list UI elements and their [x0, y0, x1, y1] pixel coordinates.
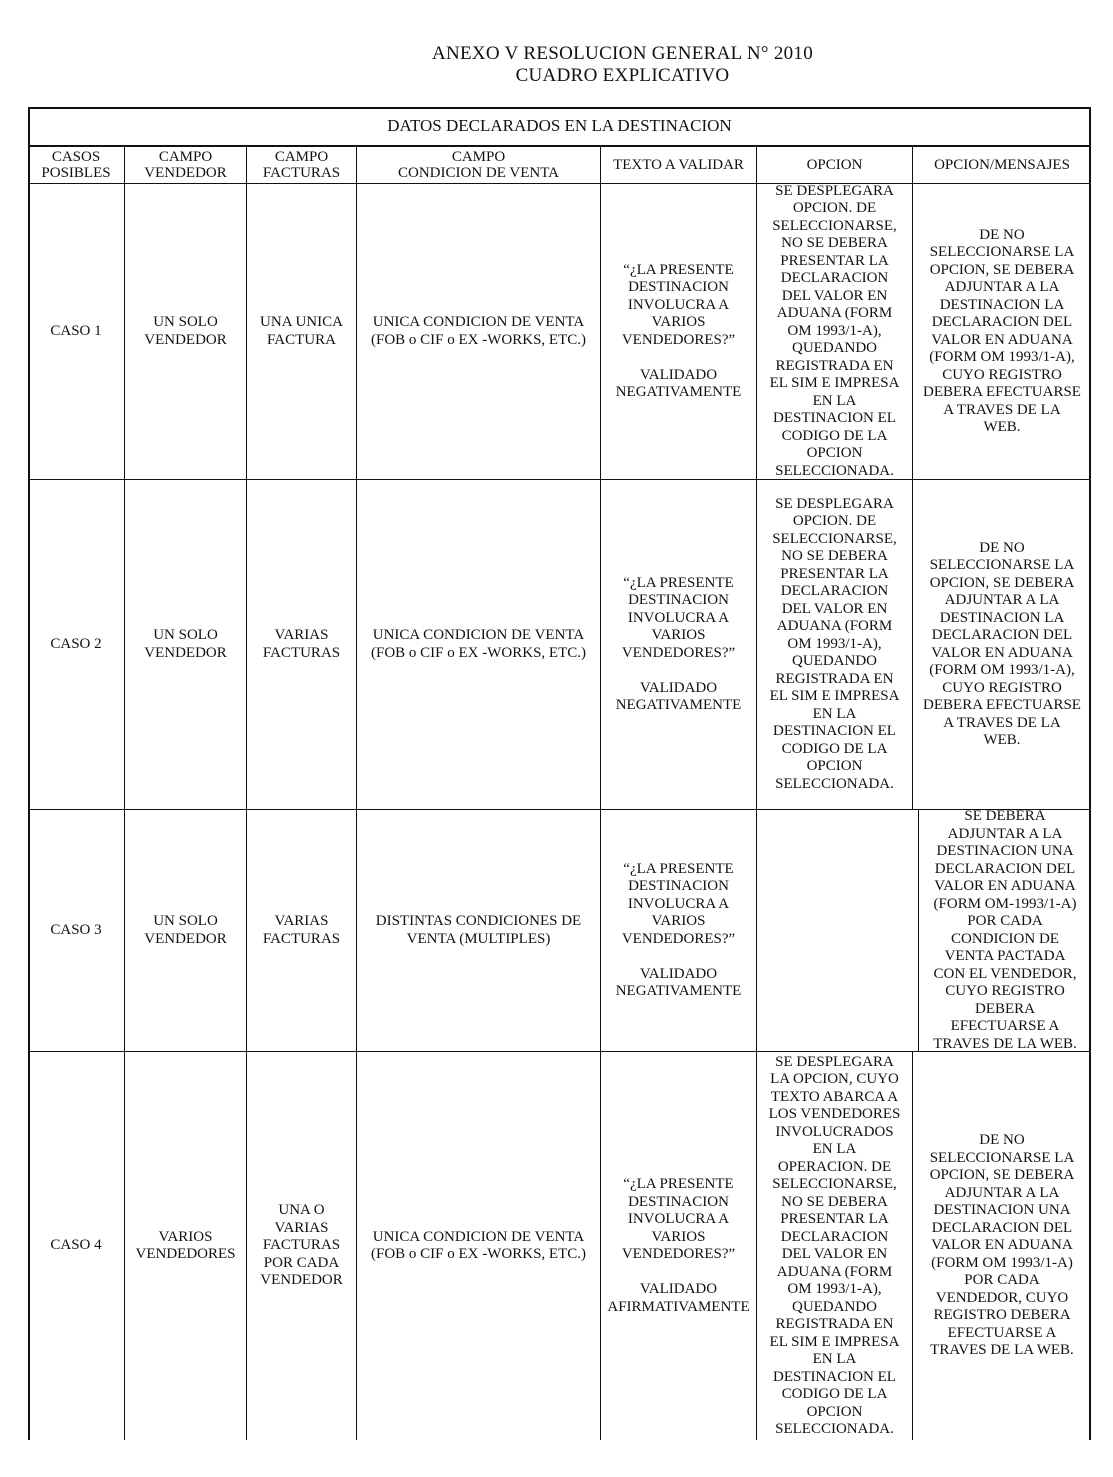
row-4-opcion-mensajes: DE NO SELECCIONARSE LA OPCION, SE DEBERA ADJUNTAR A LA DESTINACION UNA DECLARACION DEL VALOR EN ADUANA (FORM OM 1993/1-A) POR CADA VENDEDOR, CUYO REGISTRO DEBERA EFECTUARSE A TRAVES DE LA WEB.: [929, 1132, 1075, 1359]
row-3-campo-condicion-venta: DISTINTAS CONDICIONES DE VENTA (MULTIPLES): [357, 810, 601, 1052]
row-1-casos-posibles: CASO 1: [28, 184, 125, 480]
table-band-title: DATOS DECLARADOS EN LA DESTINACION: [28, 107, 1091, 147]
header-campo-condicion-venta: CAMPO CONDICION DE VENTA: [357, 147, 601, 184]
row-1-campo-facturas: UNA UNICA FACTURA: [247, 184, 357, 480]
row-2-campo-vendedor: UN SOLO VENDEDOR: [125, 480, 247, 810]
row-4-campo-condicion-venta: UNICA CONDICION DE VENTA (FOB o CIF o EX -WORKS, ETC.): [357, 1052, 601, 1440]
row-2-opcion: SE DESPLEGARA OPCION. DE SELECCIONARSE, NO SE DEBERA PRESENTAR LA DECLARACION DEL VALOR EN ADUANA (FORM OM 1993/1-A), QUEDANDO REGISTRADA EN EL SIM E IMPRESA EN LA DESTINACION EL CODIGO DE LA OPCION SELECCIONADA.: [757, 480, 913, 810]
row-2-campo-condicion-venta: UNICA CONDICION DE VENTA (FOB o CIF o EX -WORKS, ETC.): [357, 480, 601, 810]
document-title: ANEXO V RESOLUCION GENERAL N° 2010: [431, 43, 814, 64]
row-2-texto-a-validar: “¿LA PRESENTE DESTINACION INVOLUCRA A VARIOS VENDEDORES?” VALIDADO NEGATIVAMENTE: [601, 480, 757, 810]
row-3-opcion-mensajes: SE DEBERA ADJUNTAR A LA DESTINACION UNA DECLARACION DEL VALOR EN ADUANA (FORM OM-1993/1-A) POR CADA CONDICION DE VENTA PACTADA CON EL VENDEDOR, CUYO REGISTRO DEBERA EFECTUARSE A TRAVES DE LA WEB.: [919, 810, 1091, 1052]
header-texto-a-validar: TEXTO A VALIDAR: [601, 147, 757, 184]
row-3-texto-a-validar: “¿LA PRESENTE DESTINACION INVOLUCRA A VARIOS VENDEDORES?” VALIDADO NEGATIVAMENTE: [601, 810, 757, 1052]
header-campo-facturas: CAMPO FACTURAS: [247, 147, 357, 184]
row-1-campo-condicion-venta: UNICA CONDICION DE VENTA (FOB o CIF o EX -WORKS, ETC.): [357, 184, 601, 480]
row-2-opcion-mensajes: DE NO SELECCIONARSE LA OPCION, SE DEBERA ADJUNTAR A LA DESTINACION LA DECLARACION DEL VALOR EN ADUANA (FORM OM 1993/1-A), CUYO REGISTRO DEBERA EFECTUARSE A TRAVES DE LA WEB.: [913, 480, 1091, 810]
row-3-casos-posibles: CASO 3: [28, 810, 125, 1052]
row-4-campo-facturas: UNA O VARIAS FACTURAS POR CADA VENDEDOR: [247, 1052, 357, 1440]
row-3-campo-vendedor: UN SOLO VENDEDOR: [125, 810, 247, 1052]
row-1-opcion: SE DESPLEGARA OPCION. DE SELECCIONARSE, NO SE DEBERA PRESENTAR LA DECLARACION DEL VALOR EN ADUANA (FORM OM 1993/1-A), QUEDANDO REGISTRADA EN EL SIM E IMPRESA EN LA DESTINACION EL CODIGO DE LA OPCION SELECCIONADA.: [757, 184, 913, 480]
document-subtitle: CUADRO EXPLICATIVO: [515, 65, 730, 86]
row-2-campo-facturas: VARIAS FACTURAS: [247, 480, 357, 810]
row-1-texto-a-validar: “¿LA PRESENTE DESTINACION INVOLUCRA A VARIOS VENDEDORES?” VALIDADO NEGATIVAMENTE: [601, 184, 757, 480]
row-4-campo-vendedor: VARIOS VENDEDORES: [125, 1052, 247, 1440]
row-4-opcion: SE DESPLEGARA LA OPCION, CUYO TEXTO ABARCA A LOS VENDEDORES INVOLUCRADOS EN LA OPERACION. DE SELECCIONARSE, NO SE DEBERA PRESENTAR LA DECLARACION DEL VALOR EN ADUANA (FORM OM 1993/1-A), QUEDANDO REGISTRADA EN EL SIM E IMPRESA EN LA DESTINACION EL CODIGO DE LA OPCION SELECCIONADA.: [757, 1052, 913, 1440]
row-1-opcion-mensajes: DE NO SELECCIONARSE LA OPCION, SE DEBERA ADJUNTAR A LA DESTINACION LA DECLARACION DEL VALOR EN ADUANA (FORM OM 1993/1-A), CUYO REGISTRO DEBERA EFECTUARSE A TRAVES DE LA WEB.: [913, 184, 1091, 480]
header-opcion: OPCION: [757, 147, 913, 184]
header-opcion-mensajes: OPCION/MENSAJES: [913, 147, 1091, 184]
header-casos-posibles: CASOS POSIBLES: [28, 147, 125, 184]
row-4-texto-a-validar: “¿LA PRESENTE DESTINACION INVOLUCRA A VARIOS VENDEDORES?” VALIDADO AFIRMATIVAMENTE: [601, 1052, 757, 1440]
row-3-opcion: [757, 810, 919, 1052]
header-campo-vendedor: CAMPO VENDEDOR: [125, 147, 247, 184]
row-1-campo-vendedor: UN SOLO VENDEDOR: [125, 184, 247, 480]
row-4-casos-posibles: CASO 4: [28, 1052, 125, 1440]
row-3-campo-facturas: VARIAS FACTURAS: [247, 810, 357, 1052]
row-2-casos-posibles: CASO 2: [28, 480, 125, 810]
